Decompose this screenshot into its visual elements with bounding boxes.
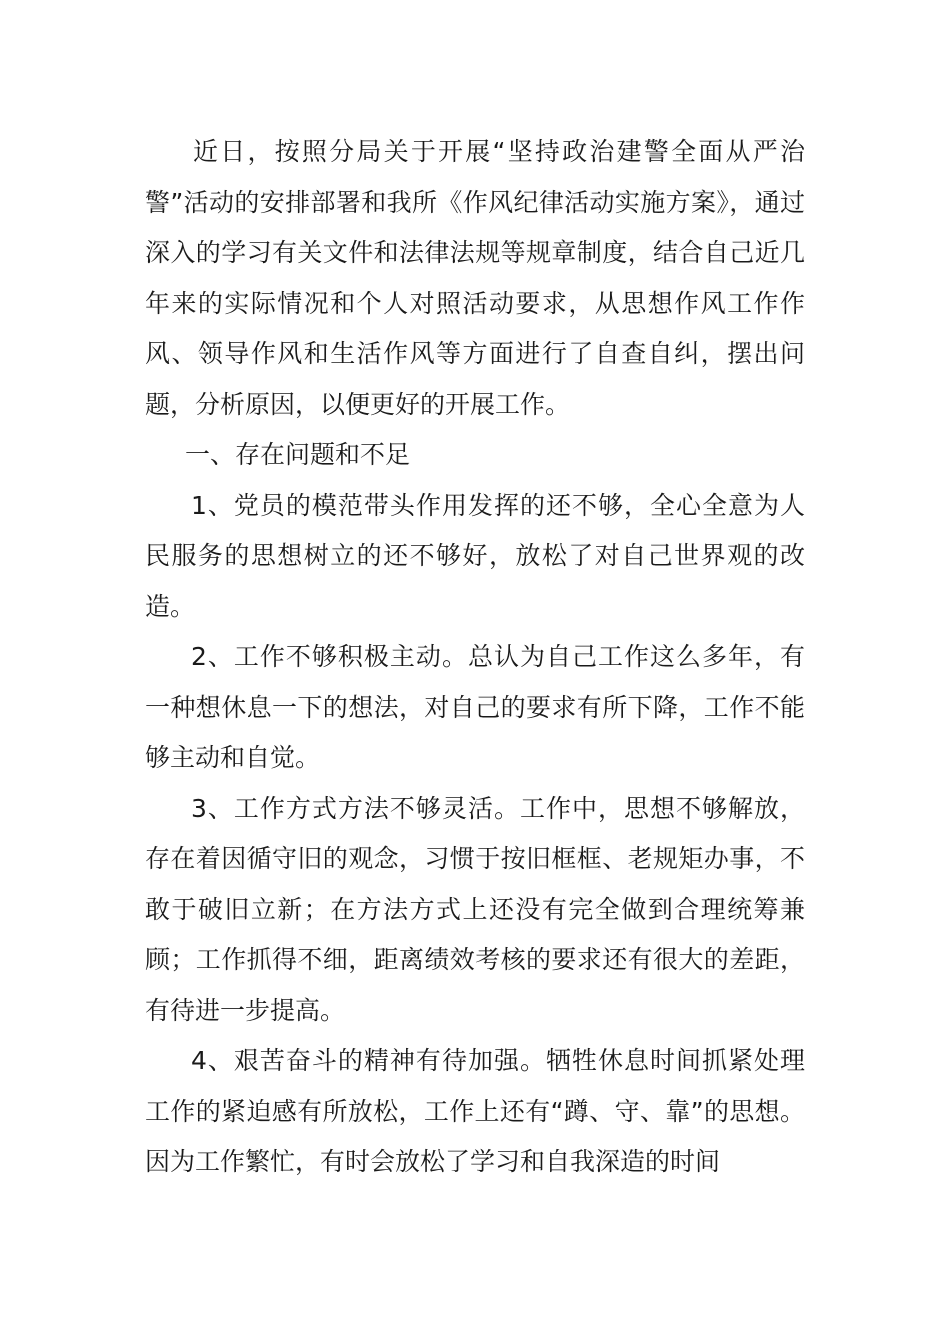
intro-paragraph: 近日，按照分局关于开展“坚持政治建警全面从严治警”活动的安排部署和我所《作风纪律活动实施方案》，通过深入的学习有关文件和法律法规等规章制度，结合自己近几年来的实际情况和个人对照活动要求，从思想作风工作作风、领导作风和生活作风等方面进行了自查自纠，摆出问题，分析原因，以便更好的开展工作。 [145, 137, 805, 419]
issue-item-4: 4、艰苦奋斗的精神有待加强。牺牲休息时间抓紧处理工作的紧迫感有所放松，工作上还有“蹲、守、靠”的思想。因为工作繁忙，有时会放松了学习和自我深造的时间 [145, 1046, 805, 1176]
section-heading: 一、存在问题和不足 [185, 440, 411, 469]
issue-item-1: 1、党员的模范带头作用发挥的还不够，全心全意为人民服务的思想树立的还不够好，放松了对自己世界观的改造。 [145, 490, 805, 621]
issue-item-2: 2、工作不够积极主动。总认为自己工作这么多年，有一种想休息一下的想法，对自己的要求有所下降，工作不能够主动和自觉。 [145, 642, 805, 772]
document-body [145, 127, 805, 1188]
issue-item-3: 3、工作方式方法不够灵活。工作中，思想不够解放，存在着因循守旧的观念，习惯于按旧框框、老规矩办事，不敢于破旧立新；在方法方式上还没有完全做到合理统筹兼顾；工作抓得不细，距离绩效考核的要求还有很大的差距，有待进一步提高。 [145, 793, 805, 1025]
